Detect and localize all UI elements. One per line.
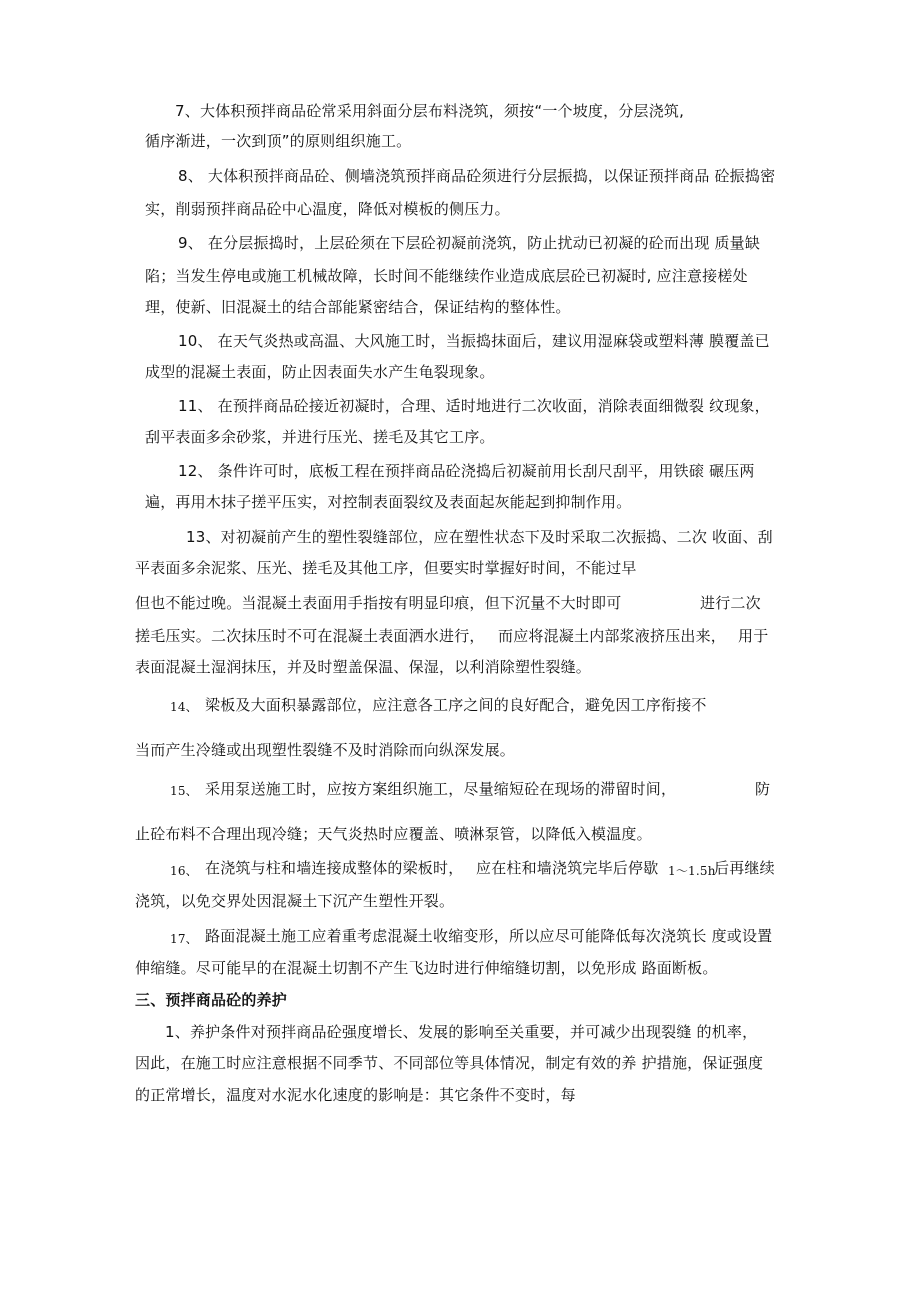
- text-line: 梁板及大面积暴露部位，应注意各工序之间的良好配合，避免因工序衔接不: [205, 696, 707, 714]
- text-line: 陷；当发生停电或施工机械故障，长时间不能继续作业造成底层砼已初凝时, 应注意接槎处: [145, 267, 748, 285]
- text-line: 路面混凝土施工应着重考虑混凝土收缩变形，所以应尽可能降低每次浇筑长 度或设置: [205, 927, 773, 945]
- text-line: 14、: [170, 700, 198, 714]
- text-line: 10、 在天气炎热或高温、大风施工时，当振捣抹面后，建议用湿麻袋或塑料薄 膜覆盖已: [178, 332, 770, 350]
- text-line: 在浇筑与柱和墙连接成整体的梁板时，: [205, 859, 464, 877]
- text-line: 表面混凝土湿润抹压，并及时塑盖保温、保湿，以利消除塑性裂缝。: [135, 658, 592, 676]
- text-line: 伸缩缝。尽可能早的在混凝土切割不产生飞边时进行伸缩缝切割，以免形成 路面断板。: [135, 959, 718, 977]
- text-line: 15、: [170, 784, 198, 798]
- text-line: 因此，在施工时应注意根据不同季节、不同部位等具体情况，制定有效的养 护措施，保证强度: [135, 1054, 764, 1072]
- text-line: 搓毛压实。二次抹压时不可在混凝土表面洒水进行，: [135, 627, 485, 645]
- text-line: 止砼布料不合理出现冷缝；天气炎热时应覆盖、喷淋泵管，以降低入模温度。: [135, 825, 652, 843]
- text-line: 防: [755, 780, 771, 798]
- text-line: 12、 条件许可时，底板工程在预拌商品砼浇捣后初凝前用长刮尺刮平，用铁磙 碾压两: [178, 462, 755, 480]
- text-line: 成型的混凝土表面，防止因表面失水产生龟裂现象。: [145, 363, 495, 381]
- text-line: 13、对初凝前产生的塑性裂缝部位，应在塑性状态下及时采取二次振捣、二次 收面、刮: [186, 528, 773, 546]
- text-line: 应在柱和墙浇筑完毕后停歇: [476, 859, 659, 877]
- text-line: 但也不能过晚。当混凝土表面用手指按有明显印痕，但下沉量不大时即可: [135, 594, 622, 612]
- text-line: 17、: [170, 932, 198, 946]
- text-line: 采用泵送施工时，应按方案组织施工，尽量缩短砼在现场的滞留时间，: [205, 780, 677, 798]
- text-line: 8、 大体积预拌商品砼、侧墙浇筑预拌商品砼须进行分层振捣，以保证预拌商品 砼振捣密: [178, 167, 776, 185]
- text-line: 当而产生冷缝或出现塑性裂缝不及时消除而向纵深发展。: [135, 741, 516, 759]
- text-line: 1、养护条件对预拌商品砼强度增长、发展的影响至关重要，并可减少出现裂缝 的机率，: [165, 1023, 758, 1041]
- text-line: 实，削弱预拌商品砼中心温度，降低对模板的侧压力。: [145, 200, 510, 218]
- text-line: 7、大体积预拌商品砼常采用斜面分层布料浇筑，须按“一个坡度，分层浇筑,: [175, 102, 685, 120]
- text-line: 用于: [738, 627, 769, 645]
- text-line: 而应将混凝土内部浆液挤压出来，: [498, 627, 727, 645]
- text-line: 的正常增长，温度对水泥水化速度的影响是：其它条件不变时，每: [135, 1086, 576, 1104]
- text-line: 刮平表面多余砂浆，并进行压光、搓毛及其它工序。: [145, 428, 495, 446]
- text-line: 循序渐进，一次到顶”的原则组织施工。: [145, 132, 412, 150]
- text-line: 后再继续: [714, 859, 775, 877]
- text-line: 9、 在分层振捣时，上层砼须在下层砼初凝前浇筑，防止扰动已初凝的砼而出现 质量缺: [178, 234, 761, 252]
- text-line: 11、 在预拌商品砼接近初凝时，合理、适时地进行二次收面，消除表面细微裂 纹现象，: [178, 397, 770, 415]
- text-line: 16、: [170, 864, 198, 878]
- text-line: 进行二次: [700, 594, 761, 612]
- text-line: 浇筑，以免交界处因混凝土下沉产生塑性开裂。: [135, 892, 455, 910]
- text-line: 理，使新、旧混凝土的结合部能紧密结合，保证结构的整体性。: [145, 298, 571, 316]
- section-heading: 三、预拌商品砼的养护: [135, 991, 288, 1009]
- text-line: 平表面多余泥浆、压光、搓毛及其他工序，但要实时掌握好时间，不能过早: [135, 559, 637, 577]
- text-line: 1～1.5h: [668, 864, 716, 878]
- text-line: 遍，再用木抹子搓平压实，对控制表面裂纹及表面起灰能起到抑制作用。: [145, 493, 632, 511]
